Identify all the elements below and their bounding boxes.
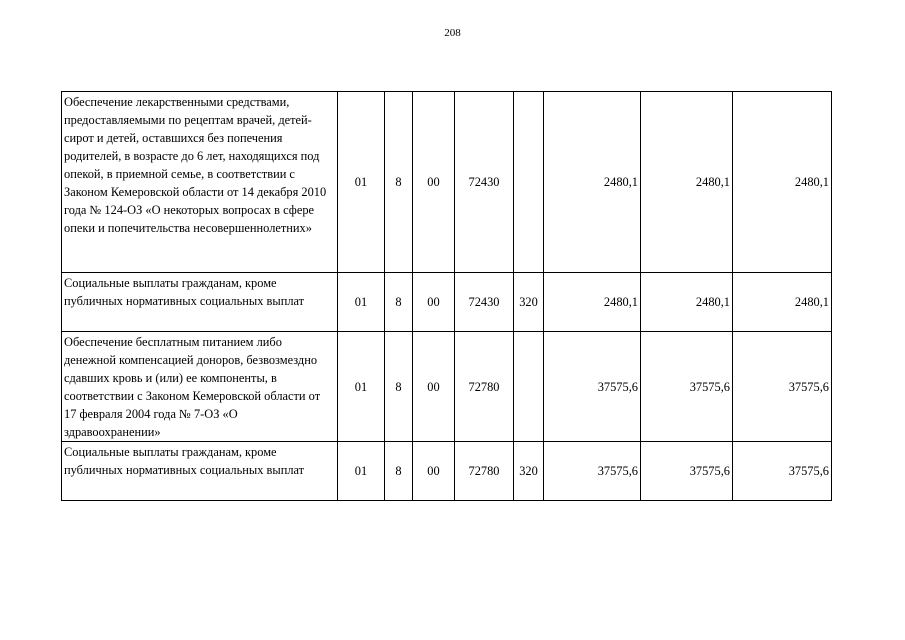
expense-direction-cell: 72780 [455,442,514,501]
row-name-cell: Обеспечение лекарственными средствами, предоставляемыми по рецептам врачей, детей-сирот и детей, оставшихся без попечения родителей, в возрасте до 6 лет, находящихся под опекой, в приемной семье, в соответствии с Законом Кемеровской области от 14 декабря 2010 года № 124-ОЗ «О некоторых вопросах в сфере опеки и попечительства несовершеннолетних» [62,92,338,273]
row-name-cell: Социальные выплаты гражданам, кроме публичных нормативных социальных выплат [62,442,338,501]
expense-type-cell [514,92,544,273]
section-code-cell: 01 [338,92,385,273]
table-row [62,442,832,501]
program-code-cell: 8 [385,273,413,332]
section-code-cell: 01 [338,332,385,442]
program-code-cell: 8 [385,332,413,442]
section-code-cell: 01 [338,442,385,501]
expense-direction-cell: 72780 [455,332,514,442]
amount-cell-3: 2480,1 [733,92,832,273]
amount-cell-2: 37575,6 [641,442,733,501]
amount-cell-2: 2480,1 [641,92,733,273]
subprogram-code-cell: 00 [413,273,455,332]
table-row [62,332,832,442]
amount-cell-3: 37575,6 [733,332,832,442]
amount-cell-3: 2480,1 [733,273,832,332]
expense-type-cell [514,332,544,442]
amount-cell-2: 37575,6 [641,332,733,442]
budget-table [61,91,832,501]
amount-cell-1: 2480,1 [544,273,641,332]
amount-cell-3: 37575,6 [733,442,832,501]
amount-cell-2: 2480,1 [641,273,733,332]
program-code-cell: 8 [385,92,413,273]
row-name-cell: Обеспечение бесплатным питанием либо денежной компенсацией доноров, безвозмездно сдавших кровь и (или) ее компоненты, в соответствии с Законом Кемеровской области от 17 февраля 2004 года № 7-ОЗ «О здравоохранении» [62,332,338,442]
amount-cell-1: 2480,1 [544,92,641,273]
section-code-cell: 01 [338,273,385,332]
program-code-cell: 8 [385,442,413,501]
expense-direction-cell: 72430 [455,273,514,332]
expense-direction-cell: 72430 [455,92,514,273]
expense-type-cell: 320 [514,273,544,332]
table-row [62,92,832,273]
expense-type-cell: 320 [514,442,544,501]
subprogram-code-cell: 00 [413,332,455,442]
amount-cell-1: 37575,6 [544,332,641,442]
subprogram-code-cell: 00 [413,92,455,273]
row-name-cell: Социальные выплаты гражданам, кроме публичных нормативных социальных выплат [62,273,338,332]
table-row [62,273,832,332]
amount-cell-1: 37575,6 [544,442,641,501]
subprogram-code-cell: 00 [413,442,455,501]
page-number: 208 [444,27,461,39]
